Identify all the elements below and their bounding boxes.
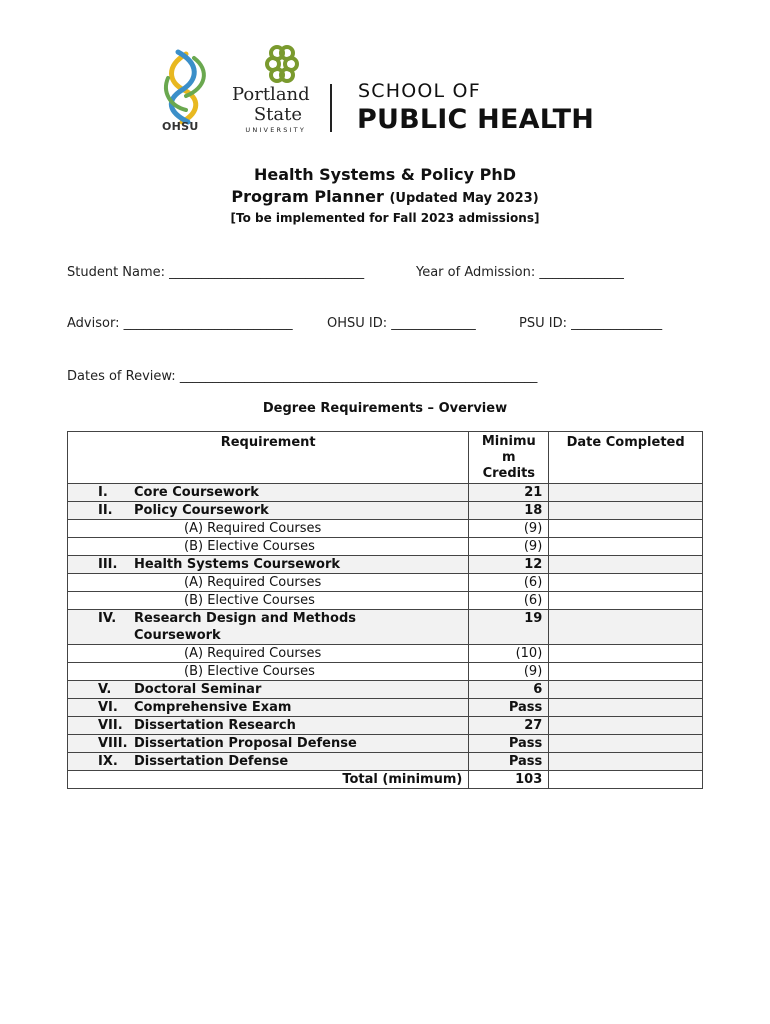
requirement-cell: (A) Required Courses [68, 520, 469, 538]
table-row [68, 645, 703, 663]
table-row [68, 753, 703, 771]
title-updated: (Updated May 2023) [389, 191, 539, 206]
date-completed-cell[interactable] [549, 645, 703, 663]
requirement-cell [68, 699, 469, 717]
psu-name-line2: State [253, 104, 302, 125]
requirement-label: Core Coursework [134, 485, 259, 500]
credits-cell: 27 [469, 717, 549, 735]
requirement-label: Dissertation Defense [134, 754, 289, 769]
date-completed-cell[interactable] [549, 610, 703, 645]
date-completed-cell[interactable] [549, 735, 703, 753]
table-header-row [68, 432, 703, 484]
table-row [68, 502, 703, 520]
requirement-label: Research Design and Methods Coursework [134, 611, 356, 643]
total-label: Total (minimum) [68, 771, 469, 789]
table-row [68, 484, 703, 502]
requirement-cell [68, 502, 469, 520]
requirement-cell: (B) Elective Courses [68, 592, 469, 610]
overview-heading: Degree Requirements – Overview [262, 401, 508, 416]
requirement-number: I. [98, 485, 108, 500]
requirement-cell [68, 556, 469, 574]
requirement-number: VIII. [98, 736, 128, 751]
credits-cell: (6) [469, 574, 549, 592]
psu-name-line3: UNIVERSITY [245, 126, 306, 134]
credits-cell: (9) [469, 538, 549, 556]
date-completed-cell[interactable] [549, 753, 703, 771]
date-completed-cell[interactable] [549, 699, 703, 717]
requirement-cell [68, 484, 469, 502]
requirement-number: IV. [98, 611, 117, 626]
table-row [68, 520, 703, 538]
date-completed-cell[interactable] [549, 717, 703, 735]
table-row [68, 699, 703, 717]
requirements-table [67, 431, 703, 789]
requirement-number: VI. [98, 700, 118, 715]
total-value: 103 [469, 771, 549, 789]
year-of-admission-field[interactable]: Year of Admission: _____________ [416, 265, 624, 280]
credits-cell: Pass [469, 699, 549, 717]
table-row [68, 681, 703, 699]
table-row [68, 574, 703, 592]
requirement-label: Comprehensive Exam [134, 700, 292, 715]
date-completed-cell[interactable] [549, 663, 703, 681]
table-row [68, 610, 703, 645]
requirement-cell: (B) Elective Courses [68, 663, 469, 681]
psu-name-line1: Portland [232, 84, 310, 105]
requirement-number: III. [98, 557, 118, 572]
requirement-cell [68, 681, 469, 699]
requirement-label: Policy Coursework [134, 503, 269, 518]
title-line1: Health Systems & Policy PhD [254, 165, 516, 184]
date-completed-cell[interactable] [549, 556, 703, 574]
date-completed-cell[interactable] [549, 592, 703, 610]
student-name-field[interactable]: Student Name: ______________________________ [67, 265, 365, 280]
table-row [68, 538, 703, 556]
dates-of-review-field[interactable]: Dates of Review: _______________________________________________________ [67, 369, 538, 384]
requirement-number: II. [98, 503, 113, 518]
date-completed-cell[interactable] [549, 520, 703, 538]
school-name-line1: SCHOOL OF [358, 80, 481, 102]
header-requirement: Requirement [68, 432, 469, 484]
ohsu-id-field[interactable]: OHSU ID: _____________ [327, 316, 476, 331]
credits-cell: 6 [469, 681, 549, 699]
credits-cell: (9) [469, 520, 549, 538]
title-program-planner: Program Planner [231, 187, 384, 206]
header-logos [150, 44, 620, 136]
credits-cell: (6) [469, 592, 549, 610]
credits-cell: Pass [469, 753, 549, 771]
psu-id-field[interactable]: PSU ID: ______________ [519, 316, 663, 331]
requirement-cell: (B) Elective Courses [68, 538, 469, 556]
table-row [68, 592, 703, 610]
requirement-number: VII. [98, 718, 123, 733]
table-total-row [68, 771, 703, 789]
credits-cell: (10) [469, 645, 549, 663]
date-completed-cell[interactable] [549, 502, 703, 520]
credits-cell: 18 [469, 502, 549, 520]
credits-cell: 12 [469, 556, 549, 574]
requirement-label: Doctoral Seminar [134, 682, 262, 697]
date-completed-cell[interactable] [549, 681, 703, 699]
requirement-label: Dissertation Research [134, 718, 296, 733]
requirement-cell [68, 717, 469, 735]
requirement-cell: (A) Required Courses [68, 574, 469, 592]
table-row [68, 663, 703, 681]
ohsu-label: OHSU [162, 120, 199, 133]
requirement-label: Dissertation Proposal Defense [134, 736, 357, 751]
credits-cell: Pass [469, 735, 549, 753]
document-title [0, 164, 770, 226]
requirement-label: Health Systems Coursework [134, 557, 341, 572]
credits-cell: (9) [469, 663, 549, 681]
credits-cell: 19 [469, 610, 549, 645]
advisor-field[interactable]: Advisor: __________________________ [67, 316, 293, 331]
credits-cell: 21 [469, 484, 549, 502]
table-row [68, 556, 703, 574]
date-completed-cell[interactable] [549, 538, 703, 556]
title-line2 [0, 186, 770, 210]
requirement-cell: (A) Required Courses [68, 645, 469, 663]
date-completed-cell[interactable] [549, 484, 703, 502]
psu-logo-icon [264, 44, 300, 84]
requirement-number: IX. [98, 754, 118, 769]
date-completed-cell[interactable] [549, 574, 703, 592]
total-date-cell[interactable] [549, 771, 703, 789]
logo-divider [330, 84, 332, 132]
header-min-credits: Minimu m Credits [469, 432, 549, 484]
requirement-cell [68, 735, 469, 753]
table-row [68, 735, 703, 753]
requirement-cell [68, 753, 469, 771]
requirement-number: V. [98, 682, 112, 697]
school-name-line2: PUBLIC HEALTH [357, 104, 595, 135]
title-line3: [To be implemented for Fall 2023 admissions] [230, 211, 540, 225]
requirement-cell [68, 610, 469, 645]
header-date-completed: Date Completed [549, 432, 703, 484]
table-row [68, 717, 703, 735]
